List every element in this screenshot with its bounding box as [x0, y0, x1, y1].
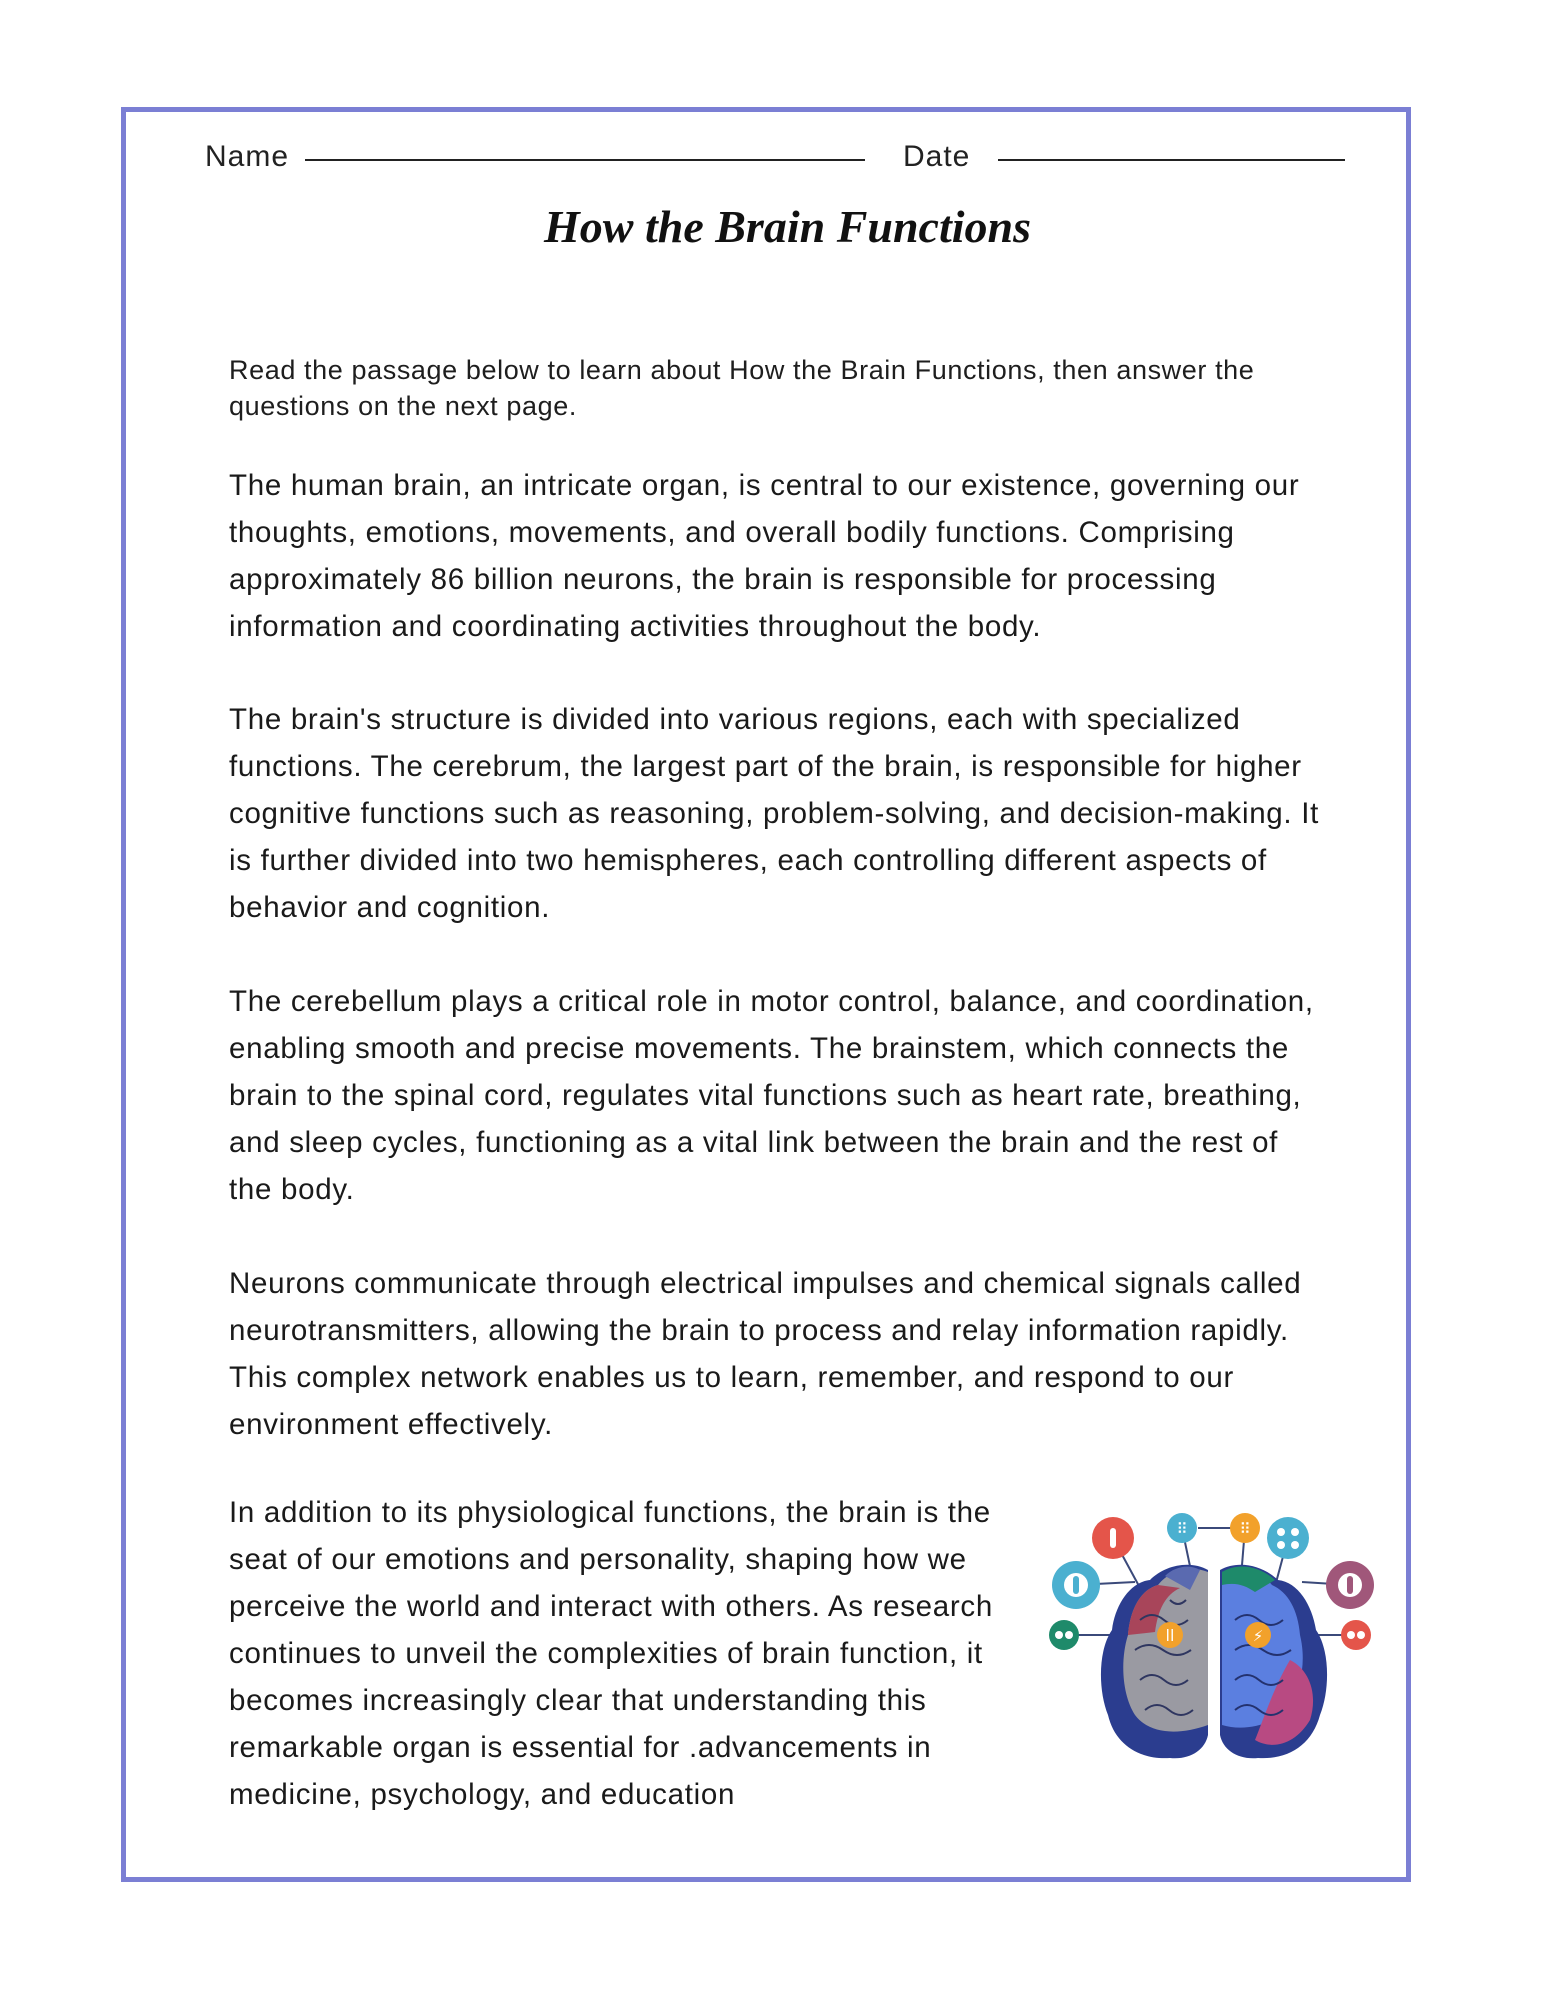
svg-text:⠿: ⠿ — [1176, 1520, 1188, 1538]
left-hemisphere — [1101, 1565, 1208, 1758]
paragraph-4: Neurons communicate through electrical impulses and chemical signals called neurotransmitters, allowing the brain to process and relay information rapidly. This complex network enables us to learn, remember, and respond to our environment effectively. — [229, 1267, 1302, 1441]
page-title: How the Brain Functions — [544, 201, 1031, 252]
intro-instructions: Read the passage below to learn about How the Brain Functions, then answer the questions on the next page. — [229, 355, 1255, 421]
paragraph-3: The cerebellum plays a critical role in motor control, balance, and coordination, enabling smooth and precise movements. The brainstem, which connects the brain to the spinal cord, regulates vital functions such as heart rate, breathing, and sleep cycles, functioning as a vital link between the brain and the rest of the body. — [229, 985, 1314, 1206]
name-label: Name — [205, 140, 290, 173]
svg-text:⚡: ⚡ — [1252, 1627, 1264, 1645]
svg-text:ll: ll — [1165, 1626, 1175, 1645]
name-field-line[interactable] — [305, 159, 865, 161]
paragraph-1: The human brain, an intricate organ, is central to our existence, governing our thoughts, emotions, movements, and overall bodily functions. Comprising approximately 86 billion neurons, the brain is responsible for processing information and coordinating activities throughout the body. — [229, 469, 1300, 643]
right-hemisphere — [1220, 1565, 1327, 1758]
paragraph-2: The brain's structure is divided into various regions, each with specialized functions. The cerebrum, the largest part of the brain, is responsible for higher cognitive functions such as reasoning, problem-solving, and decision-making. It is further divided into two hemispheres, each controlling different aspects of behavior and cognition. — [229, 703, 1319, 924]
date-label: Date — [903, 140, 971, 173]
name-date-row — [205, 140, 1345, 180]
paragraph-5: In addition to its physiological functions, the brain is the seat of our emotions and personality, shaping how we perceive the world and interact with others. As research continues to unveil the complexities of brain function, it becomes increasingly clear that understanding this remarkable organ is essential for .advancements in medicine, psychology, and education — [229, 1496, 993, 1811]
date-field-line[interactable] — [998, 159, 1345, 161]
brain-infographic-icon — [1040, 1510, 1390, 1780]
svg-text:⠿: ⠿ — [1239, 1520, 1251, 1538]
